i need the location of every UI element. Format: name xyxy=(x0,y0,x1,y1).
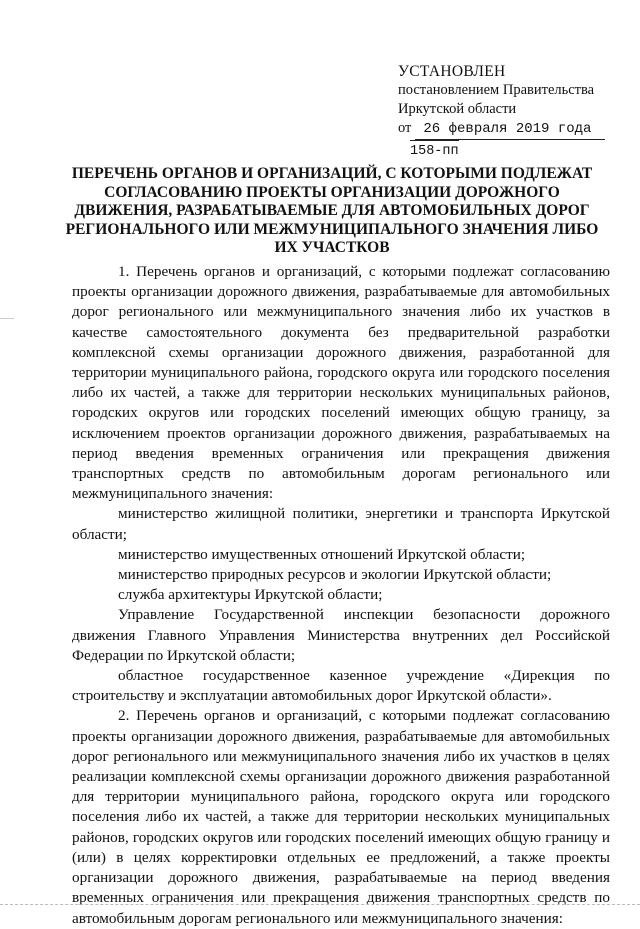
approval-line-2: Иркутской области xyxy=(398,101,517,117)
approval-number-line xyxy=(398,140,628,161)
list-item-architecture-service: служба архитектуры Иркутской области; xyxy=(118,586,383,604)
list-item-ministry-nature: министерство природных ресурсов и экологии Иркутской области; xyxy=(118,566,552,584)
paragraph-1: 1. Перечень органов и организаций, с которыми подлежат согласованию проекты организации дорожного движения, разрабатываемые для автомобильных дорог регионального или межмуниципального значения либо их участков в качестве самостоятельного документа без предварительной разработки комплексной схемы организации дорожного движения, разработанной для территории муниципального района, городского округа или городского поселения либо их частей, а также для территории нескольких муниципальных районов, городских округов или городских поселений имеющих общую границу, за исключением проектов организации дорожного движения, разрабатываемых на период введения временных ограничения или прекращения движения транспортных средств по автомобильным дорогам регионального или межмуниципального значения: xyxy=(72,263,610,503)
approval-block xyxy=(398,62,628,161)
list-item-road-directorate: областное государственное казенное учреждение «Дирекция по строительству и эксплуатации автомобильных дорог Иркутской области». xyxy=(72,667,610,705)
list-item-traffic-inspection: Управление Государственной инспекции безопасности дорожного движения Главного Управления Министерства внутренних дел Российской Федерации по Иркутской области; xyxy=(72,606,610,664)
list-item-ministry-property: министерство имущественных отношений Иркутской области; xyxy=(118,545,526,563)
approval-date-prefix: от xyxy=(398,120,412,136)
paragraph-2: 2. Перечень органов и организаций, с которыми подлежат согласованию проекты организации дорожного движения, разрабатываемые для автомобильных дорог регионального или межмуниципального значения либо их участков в целях реализации комплексной схемы организации дорожного движения разработанной для территории муниципального района, городского округа или городского поселения либо их частей, а также для территории нескольких муниципальных районов, городских округов или городских поселений имеющих общую границу и (или) в целях корректировки отдельных ее предложений, а также проекты организации дорожного движения, разрабатываемые на период введения временных ограничения или прекращения движения транспортных средств по автомобильным дорогам регионального или межмуниципального значения: xyxy=(72,707,610,927)
page-bottom-edge xyxy=(0,898,640,905)
approval-number: 158-пп xyxy=(410,140,459,161)
approval-date-line xyxy=(398,119,628,140)
document-title: ПЕРЕЧЕНЬ ОРГАНОВ И ОРГАНИЗАЦИЙ, С КОТОРЫМИ ПОДЛЕЖАТ СОГЛАСОВАНИЮ ПРОЕКТЫ ОРГАНИЗАЦИИ ДОРОЖНОГО ДВИЖЕНИЯ, РАЗРАБАТЫВАЕМЫЕ ДЛЯ АВТОМОБИЛЬНЫХ ДОРОГ РЕГИОНАЛЬНОГО ИЛИ МЕЖМУНИЦИПАЛЬНОГО ЗНАЧЕНИЯ ЛИБО ИХ УЧАСТКОВ xyxy=(65,165,599,256)
scan-artifact xyxy=(0,318,14,320)
approval-heading: УСТАНОВЛЕН xyxy=(398,63,506,80)
list-item-ministry-housing: министерство жилищной политики, энергетики и транспорта Иркутской области; xyxy=(72,505,610,543)
approval-date: 26 февраля 2019 года xyxy=(415,120,605,140)
approval-line-1: постановлением Правительства xyxy=(398,82,595,98)
document-body xyxy=(72,262,610,929)
